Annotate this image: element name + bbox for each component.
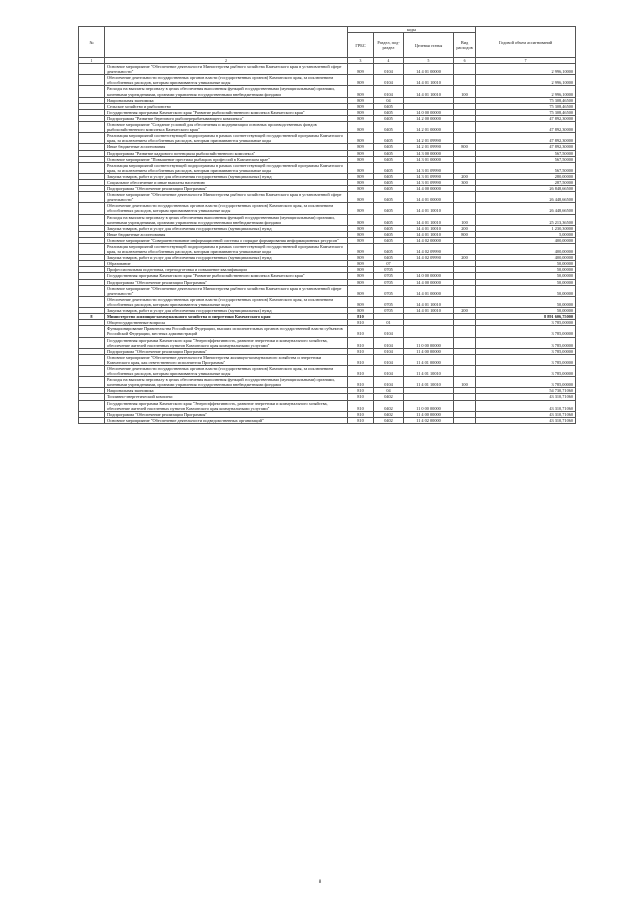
cell-volume: 26 448,66500 [476,203,576,214]
cell-vid: 100 [454,214,476,225]
cell-volume: 567,50000 [476,150,576,156]
table-row [79,354,576,365]
cell-name: Иные бюджетные ассигнования [105,231,348,237]
table-header [79,27,576,64]
cell-target: 14 4 01 00000 [404,285,454,296]
cell-section: 0405 [374,244,404,255]
cell-volume: 567,50000 [476,162,576,173]
cell-section: 0104 [374,86,404,97]
cell-name: Обеспечение деятельности государственных органов власти (государственных органов) Камчатского края, за исключением обособленных расходов, которым присваиваются уникальные коды [105,203,348,214]
column-number: 2 [105,58,348,64]
table-body [79,64,576,424]
cell-vid [454,122,476,133]
cell-volume: 47 892,30000 [476,115,576,121]
cell-section: 0405 [374,156,404,162]
cell-section: 0405 [374,192,404,203]
cell-target: 11 4 02 00000 [404,417,454,423]
cell-section: 0104 [374,64,404,75]
cell-num [79,203,105,214]
cell-section: 0402 [374,411,404,417]
table-row [79,86,576,97]
cell-name: Министерство жилищно-коммунального хозяйства и энергетики Камчатского края [105,314,348,320]
cell-name: Расходы на выплаты персоналу в целях обеспечения выполнения функций государственными (муниципальными) органами, казенными учреждениями, органами управления государственными внебюджетными фондами [105,377,348,388]
cell-target: 14 3 01 09990 [404,173,454,179]
cell-name: Подпрограмма "Обеспечение реализации Программы" [105,186,348,192]
cell-section: 04 [374,97,404,103]
cell-volume: 50,00000 [476,296,576,307]
cell-volume: 8 891 606,75000 [476,314,576,320]
cell-num [79,285,105,296]
cell-grbs: 809 [348,237,374,243]
cell-grbs: 810 [348,394,374,400]
header-section: Раздел, под-раздел [374,33,404,58]
cell-grbs: 810 [348,320,374,326]
header-target: Целевая статья [404,33,454,58]
cell-volume: 2 996,10000 [476,64,576,75]
cell-section: 0705 [374,267,404,273]
cell-grbs: 809 [348,144,374,150]
cell-vid [454,337,476,348]
cell-target: 11 4 00 00000 [404,411,454,417]
cell-section: 0405 [374,186,404,192]
cell-num [79,162,105,173]
cell-target: 14 0 00 00000 [404,109,454,115]
cell-grbs: 809 [348,173,374,179]
cell-target: 14 0 00 00000 [404,273,454,279]
cell-num [79,214,105,225]
cell-section: 0405 [374,133,404,144]
table-row [79,203,576,214]
cell-volume: 75 308,46500 [476,103,576,109]
cell-num [79,377,105,388]
cell-grbs: 809 [348,308,374,314]
cell-grbs: 809 [348,97,374,103]
cell-section: 0405 [374,103,404,109]
cell-vid [454,192,476,203]
cell-name: Основное мероприятие "Повышение престижа рыбацких профессий в Камчатском крае" [105,156,348,162]
cell-target: 14 4 01 00000 [404,64,454,75]
cell-vid: 200 [454,225,476,231]
cell-grbs: 809 [348,150,374,156]
cell-name: Расходы на выплаты персоналу в целях обеспечения выполнения функций государственными (муниципальными) органами, казенными учреждениями, органами управления государственными внебюджетными фондами [105,86,348,97]
cell-num [79,337,105,348]
cell-grbs: 809 [348,214,374,225]
cell-volume: 3 785,00000 [476,337,576,348]
cell-section: 0405 [374,115,404,121]
table-row [79,244,576,255]
cell-volume: 5,00000 [476,231,576,237]
cell-grbs: 809 [348,192,374,203]
table-row [79,417,576,423]
table-row [79,296,576,307]
cell-section: 0405 [374,237,404,243]
cell-grbs: 809 [348,285,374,296]
table-row [79,214,576,225]
cell-volume: 43 310,71060 [476,417,576,423]
cell-grbs: 809 [348,186,374,192]
cell-volume: 280,00000 [476,173,576,179]
cell-vid: 200 [454,255,476,261]
cell-grbs: 810 [348,411,374,417]
column-number: 7 [476,58,576,64]
cell-name: Реализация мероприятий соответствующей подпрограммы в рамках соответствующей государственной программы Камчатского края, за исключением обособленных расходов, которым присваиваются уникальные коды [105,133,348,144]
cell-vid [454,244,476,255]
cell-target: 14 4 00 00000 [404,186,454,192]
cell-vid: 800 [454,231,476,237]
cell-section: 0104 [374,326,404,337]
cell-name: Профессиональная подготовка, переподготовка и повышение квалификации [105,267,348,273]
cell-num [79,244,105,255]
cell-name: Закупка товаров, работ и услуг для обеспечения государственных (муниципальных) нужд [105,225,348,231]
cell-grbs: 810 [348,326,374,337]
cell-grbs: 810 [348,314,374,320]
table-row [79,192,576,203]
header-volume: Годовой объем ассигнований [476,27,576,58]
cell-name: Образование [105,261,348,267]
cell-section: 0405 [374,231,404,237]
cell-volume: 400,00000 [476,244,576,255]
header-num: № [79,27,105,58]
cell-section: 0405 [374,144,404,150]
cell-grbs: 809 [348,133,374,144]
cell-name: Основное мероприятие "Обеспечение деятельности Министерства жилищно-коммунального хозяйства и энергетики Камчатского края, как ответственного исполнителя Программы" [105,354,348,365]
cell-vid: 300 [454,179,476,185]
cell-name: Обеспечение деятельности государственных органов власти (государственных органов) Камчатского края, за исключением обособленных расходов, которым присваиваются уникальные коды [105,365,348,376]
cell-name: Реализация мероприятий соответствующей подпрограммы в рамках соответствующей государственной программы Камчатского края, за исключением обособленных расходов, которым присваиваются уникальные коды [105,244,348,255]
cell-vid [454,203,476,214]
cell-grbs: 809 [348,103,374,109]
cell-volume: 3 785,00000 [476,377,576,388]
cell-vid [454,365,476,376]
cell-num [79,192,105,203]
cell-name: Обеспечение деятельности государственных органов власти (государственных органов) Камчатского края, за исключением обособленных расходов, которым присваиваются уникальные коды [105,296,348,307]
cell-name: Социальное обеспечение и иные выплаты населению [105,179,348,185]
cell-name: Основное мероприятие "Обеспечение деятельности Министерства рыбного хозяйства Камчатского края в установленной сфере деятельности" [105,192,348,203]
cell-volume: 75 308,46500 [476,109,576,115]
column-number: 1 [79,58,105,64]
cell-target: 14 2 00 00000 [404,115,454,121]
cell-num [79,133,105,144]
cell-volume: 50,00000 [476,273,576,279]
cell-name: Основное мероприятие "Создание условий для обеспечения и модернизации основных производственных фондов рыбохозяйственного комплекса Камчатского края" [105,122,348,133]
cell-volume: 2 996,10000 [476,75,576,86]
cell-target: 14 4 01 10010 [404,231,454,237]
cell-vid [454,417,476,423]
cell-target: 14 3 01 09990 [404,179,454,185]
cell-volume: 50,00000 [476,285,576,296]
cell-name: Подпрограмма "Обеспечение реализации Программы" [105,411,348,417]
cell-grbs: 810 [348,377,374,388]
cell-grbs: 809 [348,179,374,185]
cell-name: Государственная программа Камчатского края "Развитие рыбохозяйственного комплекса Камчатского края" [105,273,348,279]
cell-volume: 43 310,71060 [476,411,576,417]
cell-target: 14 3 00 00000 [404,150,454,156]
cell-name: Основное мероприятие "Обеспечение деятельности подведомственных организаций" [105,417,348,423]
header-vid: Вид расходов [454,33,476,58]
cell-grbs: 809 [348,64,374,75]
cell-target: 11 0 00 00000 [404,337,454,348]
cell-volume: 567,50000 [476,156,576,162]
cell-name: Сельское хозяйство и рыболовство [105,103,348,109]
cell-name: Функционирование Правительства Российской Федерации, высших исполнительных органов государственной власти субъектов Российской Федерации, местных администраций [105,326,348,337]
cell-section: 0705 [374,296,404,307]
cell-num [79,75,105,86]
cell-volume: 3 785,00000 [476,354,576,365]
cell-target: 14 4 01 10010 [404,86,454,97]
cell-num [79,365,105,376]
cell-target: 14 4 01 00000 [404,192,454,203]
cell-section: 04 [374,388,404,394]
cell-name: Подпрограмма "Обеспечение реализации Программы" [105,348,348,354]
cell-target: 14 4 01 10010 [404,214,454,225]
cell-target: 14 2 01 00000 [404,122,454,133]
cell-volume: 50,00000 [476,279,576,285]
cell-grbs: 809 [348,203,374,214]
cell-volume: 3 785,00000 [476,320,576,326]
cell-name: Общегосударственные вопросы [105,320,348,326]
cell-name: Подпрограмма "Обеспечение реализации Программы" [105,279,348,285]
cell-grbs: 809 [348,267,374,273]
cell-section: 0402 [374,400,404,411]
cell-volume: 50,00000 [476,267,576,273]
cell-volume: 54 730,71060 [476,388,576,394]
cell-name: Подпрограмма "Развитие кадрового потенциала рыбохозяйственного комплекса" [105,150,348,156]
cell-grbs: 809 [348,225,374,231]
cell-grbs: 810 [348,348,374,354]
cell-target: 14 4 01 10010 [404,203,454,214]
cell-target: 14 2 01 09990 [404,133,454,144]
cell-vid [454,400,476,411]
cell-num [79,86,105,97]
cell-target: 14 3 01 00000 [404,156,454,162]
cell-grbs: 809 [348,261,374,267]
cell-volume: 287,50000 [476,179,576,185]
cell-volume: 26 848,66500 [476,186,576,192]
cell-grbs: 810 [348,400,374,411]
budget-table [78,26,576,424]
cell-name: Закупка товаров, работ и услуг для обеспечения государственных (муниципальных) нужд [105,255,348,261]
cell-target: 14 2 01 09990 [404,144,454,150]
cell-num [79,122,105,133]
cell-section: 0405 [374,214,404,225]
cell-num [79,64,105,75]
cell-grbs: 809 [348,255,374,261]
cell-grbs: 809 [348,279,374,285]
cell-section: 0104 [374,365,404,376]
cell-grbs: 810 [348,417,374,423]
column-number: 6 [454,58,476,64]
cell-vid [454,75,476,86]
cell-name: Основное мероприятие "Обеспечение деятельности Министерства рыбного хозяйства Камчатского края в установленной сфере деятельности" [105,64,348,75]
cell-name: Государственная программа Камчатского края "Развитие рыбохозяйственного комплекса Камчатского края" [105,109,348,115]
cell-vid: 200 [454,173,476,179]
cell-volume: 400,00000 [476,255,576,261]
cell-section: 0405 [374,179,404,185]
cell-grbs: 809 [348,162,374,173]
table-row [79,133,576,144]
cell-target: 11 4 01 00000 [404,354,454,365]
cell-target: 11 4 01 10010 [404,365,454,376]
cell-grbs: 809 [348,244,374,255]
cell-volume: 3 785,00000 [476,326,576,337]
cell-section: 0104 [374,354,404,365]
cell-vid: 100 [454,86,476,97]
table-row [79,64,576,75]
table-row [79,162,576,173]
cell-volume: 47 892,30000 [476,144,576,150]
cell-target: 14 4 01 10010 [404,296,454,307]
cell-section: 0104 [374,377,404,388]
table-row [79,365,576,376]
cell-vid [454,133,476,144]
header-grbs: ГРБС [348,33,374,58]
table-row [79,75,576,86]
cell-grbs: 809 [348,231,374,237]
cell-num [79,326,105,337]
table-row [79,337,576,348]
cell-vid [454,326,476,337]
cell-grbs: 809 [348,86,374,97]
column-number: 4 [374,58,404,64]
cell-section: 0705 [374,308,404,314]
cell-volume: 3 785,00000 [476,348,576,354]
cell-section: 0104 [374,337,404,348]
table-row [79,400,576,411]
cell-target [404,326,454,337]
cell-name: Подпрограмма "Развитие берегового рыбоперерабатывающего комплекса" [105,115,348,121]
cell-vid [454,354,476,365]
column-number: 5 [404,58,454,64]
cell-name: Реализация мероприятий соответствующей подпрограммы в рамках соответствующей государственной программы Камчатского края, за исключением обособленных расходов, которым присваиваются уникальные коды [105,162,348,173]
cell-name: Обеспечение деятельности государственных органов власти (государственных органов) Камчатского края, за исключением обособленных расходов, которым присваиваются уникальные коды [105,75,348,86]
cell-vid [454,64,476,75]
cell-name: Иные бюджетные ассигнования [105,144,348,150]
cell-name: Основное мероприятие "Совершенствование информационной системы о порядке формирования информационных ресурсов" [105,237,348,243]
cell-target: 14 4 02 09990 [404,255,454,261]
cell-name: Национальная экономика [105,97,348,103]
cell-target: 11 0 00 00000 [404,400,454,411]
cell-grbs: 810 [348,388,374,394]
cell-volume: 1 230,30000 [476,225,576,231]
cell-section: 0705 [374,273,404,279]
cell-section: 0405 [374,255,404,261]
cell-num [79,417,105,423]
header-name [105,27,348,58]
table-row [79,377,576,388]
cell-name: Государственная программа Камчатского края "Энергоэффективность, развитие энергетики и коммунального хозяйства, обеспечение жителей населенных пунктов Камчатского края коммунальными услугами" [105,337,348,348]
cell-vid [454,296,476,307]
page-number: 8 [318,880,322,885]
cell-name: Топливно-энергетический комплекс [105,394,348,400]
cell-grbs: 810 [348,365,374,376]
cell-section: 0405 [374,122,404,133]
cell-section: 01 [374,320,404,326]
table-row [79,326,576,337]
cell-vid: 800 [454,144,476,150]
cell-grbs: 809 [348,109,374,115]
cell-name: Основное мероприятие "Обеспечение деятельности Министерства рыбного хозяйства Камчатского края в установленной сфере деятельности" [105,285,348,296]
cell-volume: 400,00000 [476,237,576,243]
cell-volume: 25 213,36500 [476,214,576,225]
cell-target: 14 4 01 10010 [404,225,454,231]
cell-volume: 26 448,66500 [476,192,576,203]
header-codes: коды [348,27,476,33]
cell-num: 8 [79,314,105,320]
cell-target: 14 3 01 09990 [404,162,454,173]
cell-section: 0405 [374,150,404,156]
cell-section: 0705 [374,285,404,296]
column-number: 3 [348,58,374,64]
cell-name: Расходы на выплаты персоналу в целях обеспечения выполнения функций государственными (муниципальными) органами, казенными учреждениями, органами управления государственными внебюджетными фондами [105,214,348,225]
cell-vid [454,162,476,173]
cell-section: 0402 [374,417,404,423]
table-row [79,122,576,133]
cell-target: 11 4 01 10010 [404,377,454,388]
cell-target: 14 4 00 00000 [404,279,454,285]
cell-target: 11 4 00 00000 [404,348,454,354]
cell-name: Закупка товаров, работ и услуг для обеспечения государственных (муниципальных) нужд [105,173,348,179]
cell-section: 0402 [374,394,404,400]
cell-name: Государственная программа Камчатского края "Энергоэффективность, развитие энергетики и коммунального хозяйства, обеспечение жителей населенных пунктов Камчатского края коммунальными услугами" [105,400,348,411]
cell-section: 0104 [374,75,404,86]
table-row [79,285,576,296]
cell-grbs: 809 [348,115,374,121]
cell-section: 0405 [374,173,404,179]
cell-grbs: 809 [348,75,374,86]
cell-grbs: 809 [348,273,374,279]
cell-grbs: 809 [348,296,374,307]
cell-grbs: 809 [348,156,374,162]
cell-grbs: 809 [348,122,374,133]
cell-volume: 47 892,30000 [476,133,576,144]
cell-section: 07 [374,261,404,267]
cell-section: 0705 [374,279,404,285]
cell-grbs: 810 [348,354,374,365]
cell-section: 0405 [374,109,404,115]
cell-section: 0405 [374,203,404,214]
cell-volume: 3 785,00000 [476,365,576,376]
cell-vid: 200 [454,308,476,314]
cell-num [79,296,105,307]
cell-target: 14 4 02 00000 [404,237,454,243]
cell-section: 0405 [374,162,404,173]
cell-volume: 75 308,46500 [476,97,576,103]
cell-num [79,400,105,411]
cell-volume: 43 310,71060 [476,400,576,411]
cell-target: 14 4 02 09990 [404,244,454,255]
cell-volume: 43 310,71060 [476,394,576,400]
cell-name: Закупка товаров, работ и услуг для обеспечения государственных (муниципальных) нужд [105,308,348,314]
cell-target: 14 4 01 10010 [404,308,454,314]
cell-volume: 50,00000 [476,308,576,314]
cell-vid [454,285,476,296]
cell-num [79,354,105,365]
cell-name: Национальная экономика [105,388,348,394]
cell-volume: 47 892,30000 [476,122,576,133]
cell-section: 0405 [374,225,404,231]
cell-volume: 50,00000 [476,261,576,267]
cell-target: 14 4 01 10010 [404,75,454,86]
cell-section: 0104 [374,348,404,354]
cell-vid: 100 [454,377,476,388]
cell-volume: 2 996,10000 [476,86,576,97]
cell-grbs: 810 [348,337,374,348]
